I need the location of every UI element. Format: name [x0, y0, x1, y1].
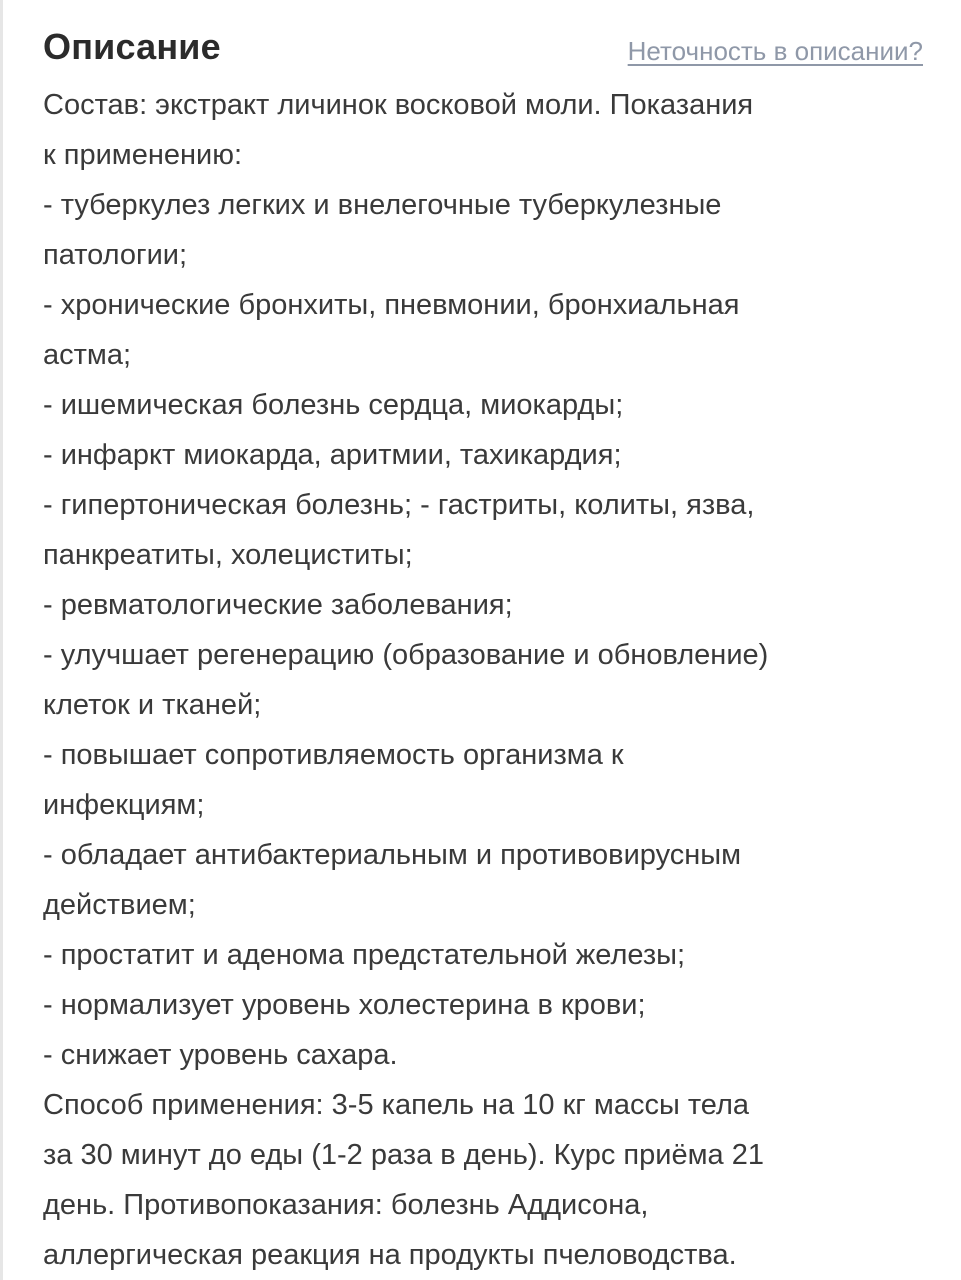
description-line: - ишемическая болезнь сердца, миокарды; — [43, 389, 624, 421]
description-line: - простатит и аденома предстательной железы; — [43, 939, 686, 971]
description-line: панкреатиты, холециститы; — [43, 539, 413, 571]
description-line: астма; — [43, 339, 132, 371]
description-line: патологии; — [43, 239, 188, 271]
description-line: действием; — [43, 889, 196, 921]
description-text — [43, 80, 928, 1280]
description-line: - повышает сопротивляемость организма к — [43, 739, 624, 771]
report-inaccuracy-link[interactable]: Неточность в описании? — [627, 36, 923, 66]
description-line: - ревматологические заболевания; — [43, 589, 513, 621]
description-line: - хронические бронхиты, пневмонии, бронхиальная — [43, 289, 740, 321]
description-line: - нормализует уровень холестерина в крови; — [43, 989, 646, 1021]
description-line: - снижает уровень сахара. — [43, 1039, 398, 1071]
description-line: - обладает антибактериальным и противовирусным — [43, 839, 742, 871]
description-line: Способ применения: 3-5 капель на 10 кг массы тела — [43, 1089, 750, 1121]
section-title: Описание — [43, 26, 221, 67]
description-line: Состав: экстракт личинок восковой моли. Показания — [43, 89, 754, 121]
description-line: инфекциям; — [43, 789, 205, 821]
description-line: - инфаркт миокарда, аритмии, тахикардия; — [43, 439, 622, 471]
description-line: день. Противопоказания: болезнь Аддисона, — [43, 1189, 649, 1221]
description-line: аллергическая реакция на продукты пчеловодства. — [43, 1239, 737, 1271]
description-line: - гипертоническая болезнь; - гастриты, колиты, язва, — [43, 489, 755, 521]
description-header — [43, 22, 923, 78]
description-line: - туберкулез легких и внелегочные туберкулезные — [43, 189, 722, 221]
description-line: клеток и тканей; — [43, 689, 262, 721]
description-line: - улучшает регенерацию (образование и обновление) — [43, 639, 769, 671]
description-line: к применению: — [43, 139, 243, 171]
description-line: за 30 минут до еды (1-2 раза в день). Курс приёма 21 — [43, 1139, 764, 1171]
